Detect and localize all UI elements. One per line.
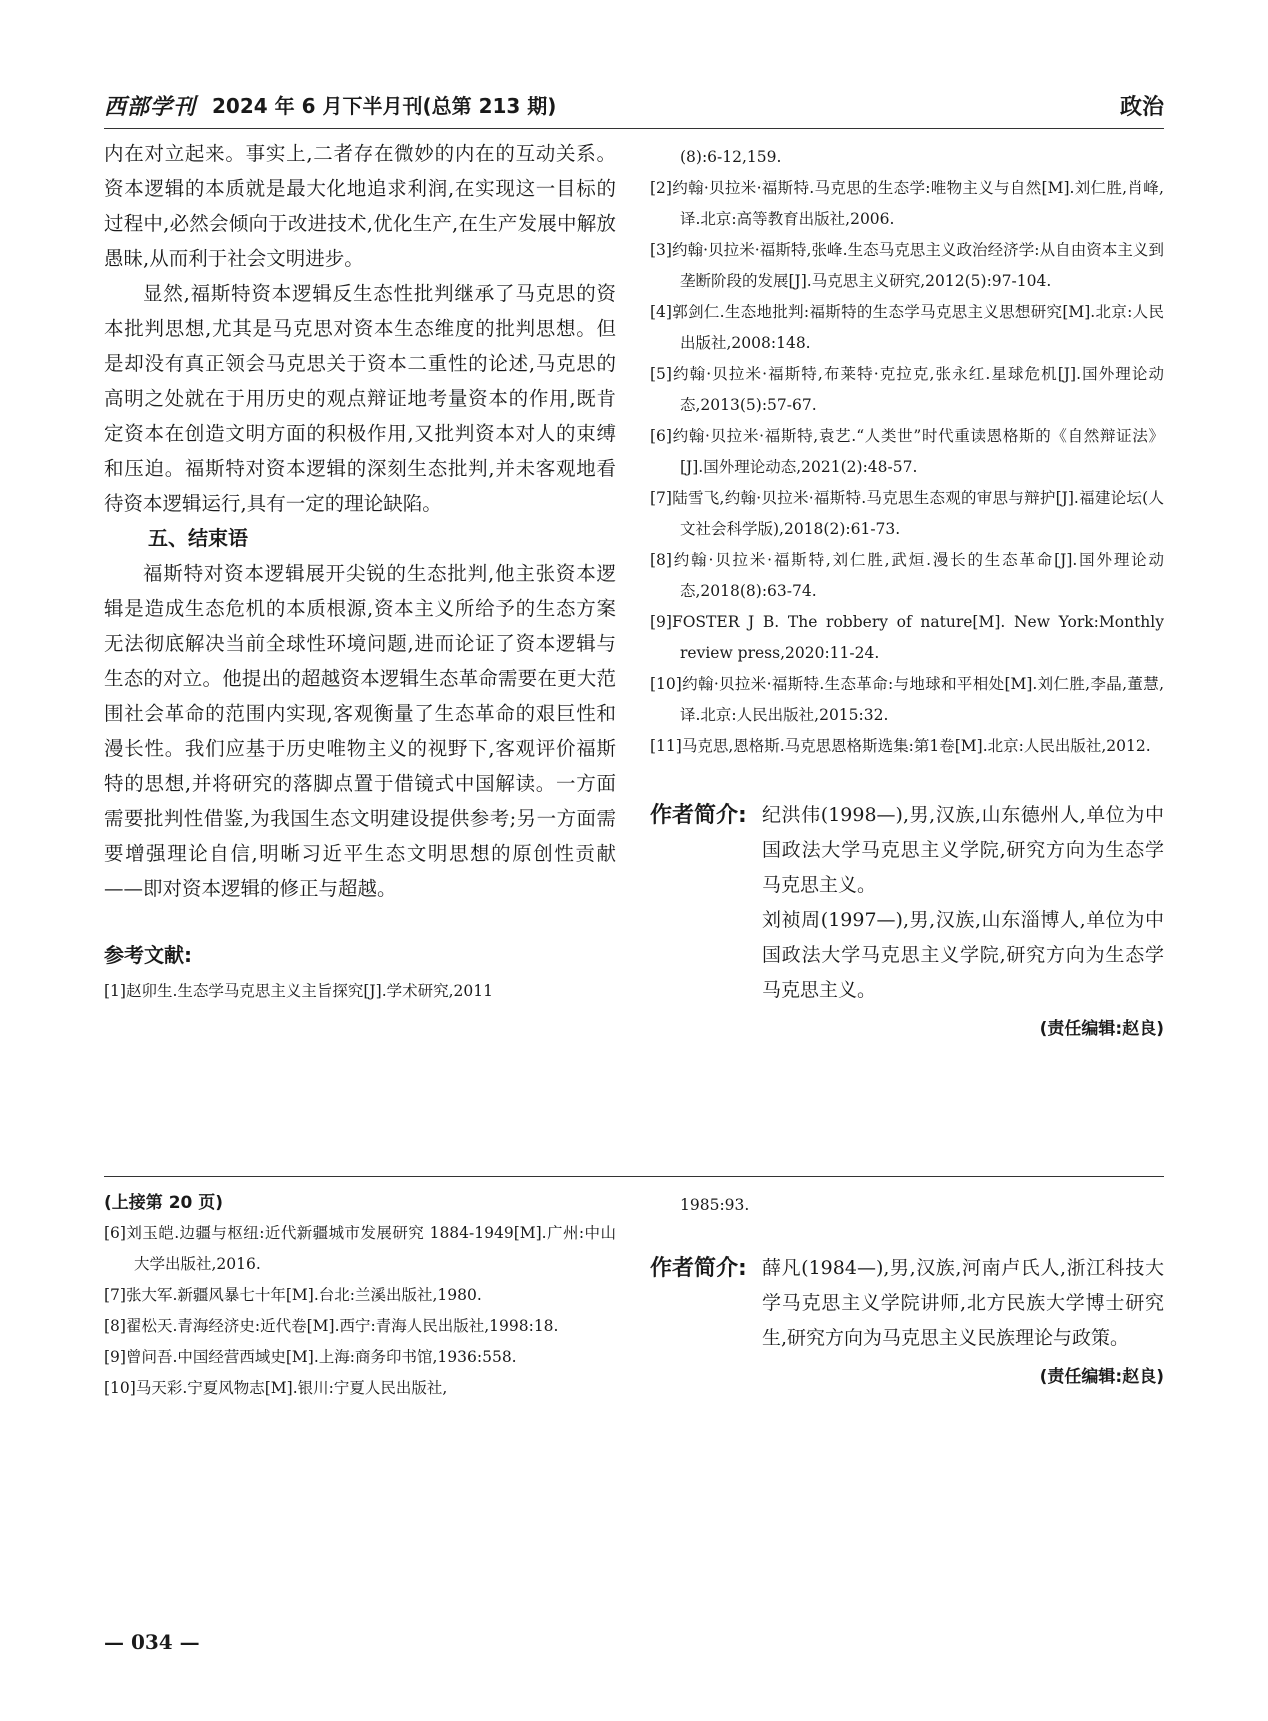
author-bio [650, 798, 1164, 1008]
running-header [104, 90, 1164, 124]
lower-author-bio-text: 薛凡(1984—),男,汉族,河南卢氏人,浙江科技大学马克思主义学院讲师,北方民族大学博士研究生,研究方向为马克思主义民族理论与政策。 [762, 1257, 1164, 1349]
body-paragraph-2: 显然,福斯特资本逻辑反生态性批判继承了马克思的资本批判思想,尤其是马克思对资本生态维度的批判思想。但是却没有真正领会马克思关于资本二重性的论述,马克思的高明之处就在于用历史的观点辩证地考量资本的作用,既肯定资本在创造文明方面的积极作用,又批判资本对人的束缚和压迫。福斯特对资本逻辑的深刻生态批判,并未客观地看待资本逻辑运行,具有一定的理论缺陷。 [104, 282, 616, 515]
lower-reference-10-continued: 1985:93. [680, 1196, 750, 1214]
lower-author-bio [650, 1251, 1164, 1356]
reference-5: [5]约翰·贝拉米·福斯特,布莱特·克拉克,张永红.星球危机[J].国外理论动态,2013(5):57-67. [650, 365, 1164, 414]
reference-7: [7]陆雪飞,约翰·贝拉米·福斯特.马克思生态观的审思与辩护[J].福建论坛(人文社会科学版),2018(2):61-73. [650, 489, 1164, 538]
lower-responsible-editor: (责任编辑:赵良) [1039, 1367, 1164, 1387]
lower-author-bio-label: 作者简介: [650, 1256, 747, 1281]
body-paragraph-1: 内在对立起来。事实上,二者存在微妙的内在的互动关系。资本逻辑的本质就是最大化地追求利润,在实现这一目标的过程中,必然会倾向于改进技术,优化生产,在生产发展中解放愚昧,从而利于社会文明进步。 [104, 142, 616, 270]
journal-logo: 西部学刊 [104, 94, 197, 120]
reference-3: [3]约翰·贝拉米·福斯特,张峰.生态马克思主义政治经济学:从自由资本主义到垄断阶段的发展[J].马克思主义研究,2012(5):97-104. [650, 241, 1164, 290]
section-name: 政治 [1119, 95, 1164, 120]
body-paragraph-3: 福斯特对资本逻辑展开尖锐的生态批判,他主张资本逻辑是造成生态危机的本质根源,资本主义所给予的生态方案无法彻底解决当前全球性环境问题,进而论证了资本逻辑与生态的对立。他提出的超越资本逻辑生态革命需要在更大范围社会革命的范围内实现,客观衡量了生态革命的艰巨性和漫长性。我们应基于历史唯物主义的视野下,客观评价福斯特的思想,并将研究的落脚点置于借镜式中国解读。一方面需要批判性借鉴,为我国生态文明建设提供参考;另一方面需要增强理论自信,明晰习近平生态文明思想的原创性贡献——即对资本逻辑的修正与超越。 [104, 562, 616, 900]
header-rule [104, 128, 1164, 129]
responsible-editor: (责任编辑:赵良) [1039, 1019, 1164, 1039]
lower-left-column [104, 1188, 616, 1404]
reference-11: [11]马克思,恩格斯.马克思恩格斯选集:第1卷[M].北京:人民出版社,2012. [650, 737, 1151, 755]
right-column [650, 142, 1164, 1044]
reference-6: [6]约翰·贝拉米·福斯特,袁艺.“人类世”时代重读恩格斯的《自然辩证法》[J].国外理论动态,2021(2):48-57. [650, 427, 1164, 476]
page-number: — 034 — [104, 1630, 200, 1654]
article-separator-rule [104, 1176, 1164, 1177]
reference-8: [8]约翰·贝拉米·福斯特,刘仁胜,武烜.漫长的生态革命[J].国外理论动态,2018(8):63-74. [650, 551, 1164, 600]
reference-1: [1]赵卯生.生态学马克思主义主旨探究[J].学术研究,2011 [104, 982, 493, 1000]
reference-1-continued: (8):6-12,159. [680, 148, 782, 166]
references-heading: 参考文献: [104, 943, 192, 967]
lower-reference-6: [6]刘玉皑.边疆与枢纽:近代新疆城市发展研究 1884-1949[M].广州:中山大学出版社,2016. [104, 1224, 616, 1273]
left-column [104, 136, 616, 1007]
author-bio-1: 纪洪伟(1998—),男,汉族,山东德州人,单位为中国政法大学马克思主义学院,研究方向为生态学马克思主义。 [762, 804, 1164, 896]
reference-9: [9]FOSTER J B. The robbery of nature[M]. New York:Monthly review press,2020:11-24. [650, 613, 1164, 662]
reference-10: [10]约翰·贝拉米·福斯特.生态革命:与地球和平相处[M].刘仁胜,李晶,董慧,译.北京:人民出版社,2015:32. [650, 675, 1164, 724]
lower-reference-9: [9]曾问吾.中国经营西域史[M].上海:商务印书馆,1936:558. [104, 1348, 517, 1366]
lower-reference-8: [8]翟松天.青海经济史:近代卷[M].西宁:青海人民出版社,1998:18. [104, 1317, 559, 1335]
lower-reference-7: [7]张大军.新疆风暴七十年[M].台北:兰溪出版社,1980. [104, 1286, 482, 1304]
lower-reference-10: [10]马天彩.宁夏风物志[M].银川:宁夏人民出版社, [104, 1379, 448, 1397]
issue-info: 2024 年 6 月下半月刊(总第 213 期) [212, 94, 557, 118]
section-heading-conclusion: 五、结束语 [148, 526, 248, 550]
author-bio-2: 刘祯周(1997—),男,汉族,山东淄博人,单位为中国政法大学马克思主义学院,研究方向为生态学马克思主义。 [762, 909, 1164, 1001]
lower-right-column [650, 1190, 1164, 1392]
reference-2: [2]约翰·贝拉米·福斯特.马克思的生态学:唯物主义与自然[M].刘仁胜,肖峰,译.北京:高等教育出版社,2006. [650, 179, 1164, 228]
continued-from-label: (上接第 20 页) [104, 1193, 224, 1213]
reference-4: [4]郭剑仁.生态地批判:福斯特的生态学马克思主义思想研究[M].北京:人民出版社,2008:148. [650, 303, 1164, 352]
author-bio-label: 作者简介: [650, 803, 747, 828]
